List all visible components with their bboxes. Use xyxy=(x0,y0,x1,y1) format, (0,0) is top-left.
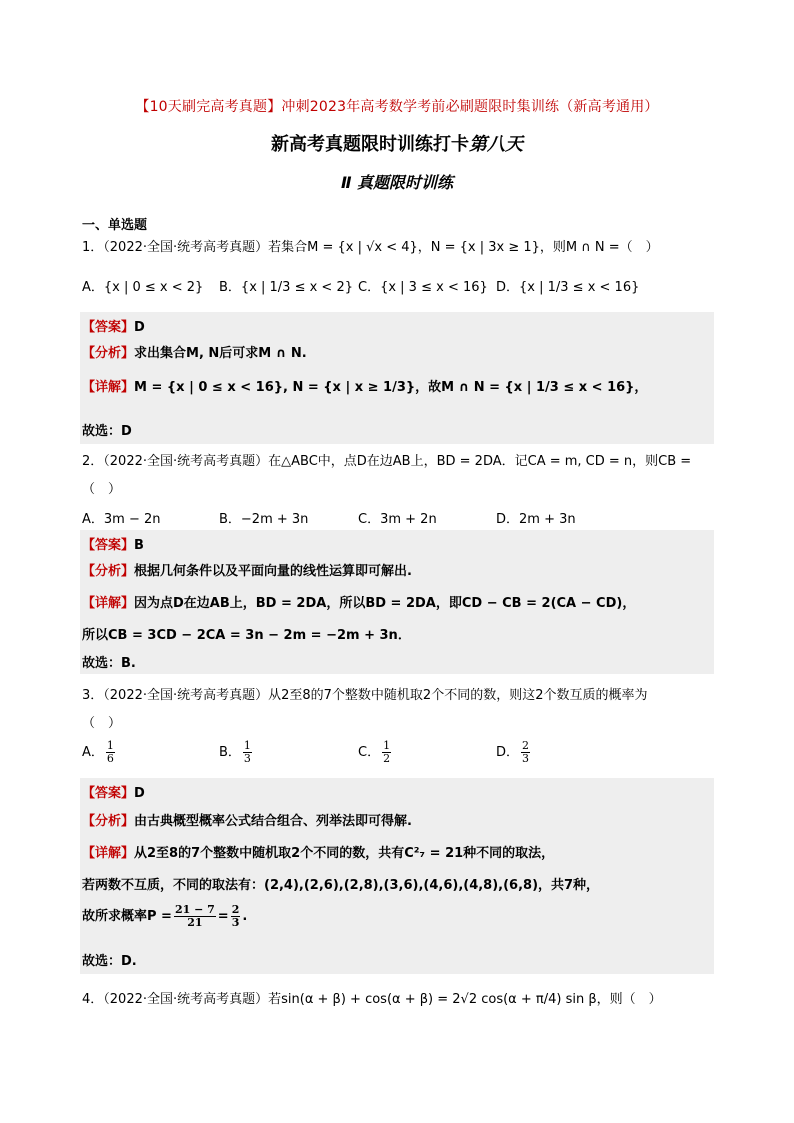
q1-answer-value: D xyxy=(134,320,145,335)
page-subtitle: Ⅱ 真题限时训练 xyxy=(340,173,454,192)
q1-option-a: A．{x | 0 ≤ x < 2} xyxy=(82,280,204,295)
q1-detail-text: M = {x | 0 ≤ x < 16}, N = {x | x ≥ 1/3}，故M ∩ N = {x | 1/3 ≤ x < 16}， xyxy=(134,380,648,395)
q2-answer xyxy=(82,534,144,553)
q3-option-d-numerator: 2 xyxy=(522,739,530,752)
q2-analysis xyxy=(82,560,412,579)
question-2-stem: 2．（2022·全国·统考高考真题）在△ABC中，点D在边AB上，BD = 2DA．记CA = m, CD = n，则CB = xyxy=(82,454,692,469)
q3-probability-end: . xyxy=(242,909,248,924)
q3-solution-box xyxy=(80,778,714,974)
q2-option-b: B．−2m + 3n xyxy=(219,512,309,527)
q3-option-b-label: B． xyxy=(219,745,241,760)
question-2-stem-blank: （ ） xyxy=(82,482,122,497)
q2-choose: 故选：B. xyxy=(82,656,136,671)
q2-answer-tag: 【答案】 xyxy=(82,538,135,553)
q3-option-d-fraction xyxy=(521,740,530,765)
q2-option-d: D．2m + 3n xyxy=(496,512,576,527)
q3-probability-result-denominator: 3 xyxy=(231,916,240,929)
q3-option-c-label: C． xyxy=(358,745,381,760)
q3-detail-line2: 若两数不互质，不同的取法有：(2,4),(2,6),(2,8),(3,6),(4,6),(4,8),(6,8)，共7种， xyxy=(82,878,600,893)
q1-analysis-text: 求出集合M, N后可求M ∩ N. xyxy=(134,346,307,361)
q3-option-b-numerator: 1 xyxy=(243,739,251,752)
q3-answer-tag: 【答案】 xyxy=(82,786,135,801)
q3-analysis-tag: 【分析】 xyxy=(82,814,135,829)
q3-detail-text: 从2至8的7个整数中随机取2个不同的数，共有C²₇ = 21种不同的取法， xyxy=(134,846,555,861)
q1-analysis-tag: 【分析】 xyxy=(82,346,135,361)
q1-option-d: D．{x | 1/3 ≤ x < 16} xyxy=(496,280,640,295)
q3-probability-result-numerator: 2 xyxy=(231,903,240,916)
q3-probability-fraction xyxy=(174,904,216,929)
q3-answer xyxy=(82,782,145,801)
q3-probability-label: 故所求概率P = xyxy=(82,909,172,924)
q1-analysis xyxy=(82,342,307,361)
q3-option-b-denominator: 3 xyxy=(243,752,251,765)
q2-detail-tag: 【详解】 xyxy=(82,596,135,611)
question-4-stem: 4．（2022·全国·统考高考真题）若sin(α + β) + cos(α + β) = 2√2 cos(α + π/4) sin β，则（ ） xyxy=(82,992,662,1007)
q1-solution-box xyxy=(80,312,714,444)
q3-option-d xyxy=(496,740,532,765)
q2-analysis-tag: 【分析】 xyxy=(82,564,135,579)
q3-option-d-denominator: 3 xyxy=(522,752,530,765)
page-title xyxy=(0,130,794,156)
q3-detail-line3 xyxy=(82,904,247,929)
q3-option-d-label: D． xyxy=(496,745,520,760)
q3-option-a-label: A． xyxy=(82,745,104,760)
q2-option-a: A．3m − 2n xyxy=(82,512,161,527)
q1-option-c: C．{x | 3 ≤ x < 16} xyxy=(358,280,488,295)
q1-choose: 故选：D xyxy=(82,424,132,439)
q3-option-a-denominator: 6 xyxy=(106,752,114,765)
q2-detail-line2: 所以CB = 3CD − 2CA = 3n − 2m = −2m + 3n． xyxy=(82,628,411,643)
q2-analysis-text: 根据几何条件以及平面向量的线性运算即可解出. xyxy=(134,564,412,579)
q2-detail xyxy=(82,592,635,611)
q3-analysis-text: 由古典概型概率公式结合组合、列举法即可得解. xyxy=(134,814,412,829)
q3-answer-value: D xyxy=(134,786,145,801)
q3-option-a-numerator: 1 xyxy=(106,739,114,752)
q3-option-c-numerator: 1 xyxy=(383,739,391,752)
q1-detail xyxy=(82,376,647,395)
q1-option-b: B．{x | 1/3 ≤ x < 2} xyxy=(219,280,353,295)
q3-option-a-fraction xyxy=(106,740,115,765)
q3-detail xyxy=(82,842,554,861)
question-3-stem: 3．（2022·全国·统考高考真题）从2至8的7个整数中随机取2个不同的数，则这2个数互质的概率为 xyxy=(82,688,648,703)
q3-detail-tag: 【详解】 xyxy=(82,846,135,861)
q2-solution-box xyxy=(80,530,714,674)
q1-detail-tag: 【详解】 xyxy=(82,380,135,395)
q3-option-c-fraction xyxy=(382,740,391,765)
q3-option-b-fraction xyxy=(243,740,252,765)
q3-probability-numerator: 21 − 7 xyxy=(174,903,215,916)
q2-option-c: C．3m + 2n xyxy=(358,512,437,527)
page-title-main: 新高考真题限时训练打卡 xyxy=(271,134,469,155)
q3-probability-result xyxy=(231,904,241,929)
q1-answer-tag: 【答案】 xyxy=(82,320,135,335)
series-title: 【10天刷完高考真题】冲刺2023年高考数学考前必刷题限时集训练（新高考通用） xyxy=(135,99,659,115)
q3-probability-denominator: 21 xyxy=(187,916,203,929)
q2-detail-text: 因为点D在边AB上，BD = 2DA，所以BD = 2DA，即CD − CB = 2(CA − CD)， xyxy=(134,596,636,611)
q3-probability-equals: = xyxy=(217,909,229,924)
q2-answer-value: B xyxy=(134,538,144,553)
q3-option-c-denominator: 2 xyxy=(383,752,391,765)
q3-option-c xyxy=(358,740,393,765)
question-1-stem: 1．（2022·全国·统考高考真题）若集合M = {x | √x < 4}，N = {x | 3x ≥ 1}，则M ∩ N =（ ） xyxy=(82,240,659,255)
q1-answer xyxy=(82,316,145,335)
q3-choose: 故选：D. xyxy=(82,954,137,969)
question-3-stem-blank: （ ） xyxy=(82,716,122,731)
page-title-day: 第八天 xyxy=(469,134,523,155)
q3-option-a xyxy=(82,740,117,765)
q3-analysis xyxy=(82,810,412,829)
section-heading: 一、单选题 xyxy=(82,218,148,233)
q3-option-b xyxy=(219,740,254,765)
